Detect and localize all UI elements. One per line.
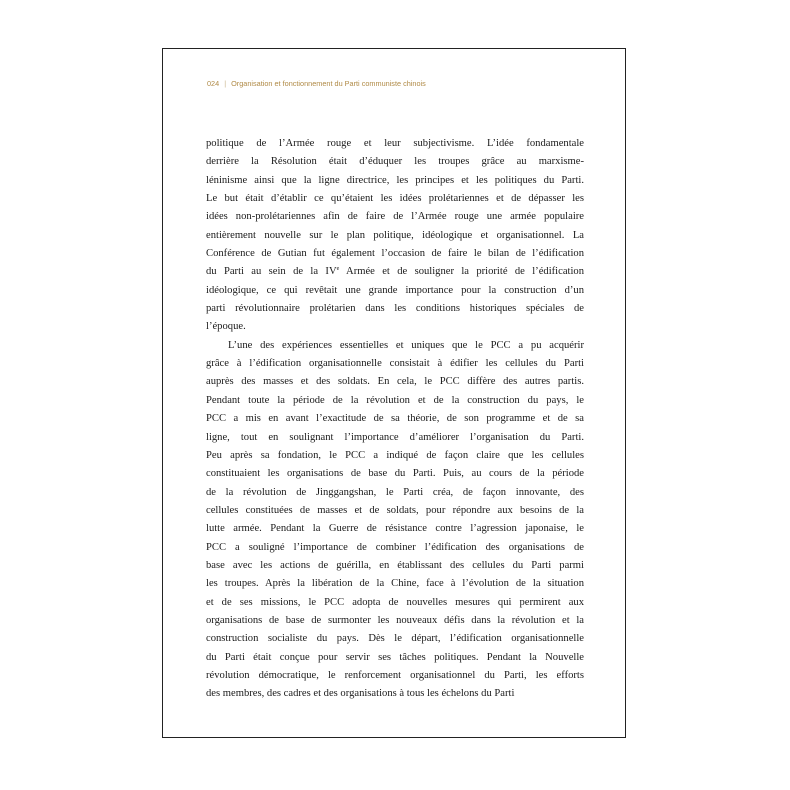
book-page: [162, 48, 626, 738]
text-line: Peu après sa fondation, le PCC a indiqué de façon claire que les cellules: [206, 449, 584, 461]
paragraph: [206, 135, 584, 337]
text-line: Pendant toute la période de la révolution et de la construction du pays, le: [206, 394, 584, 406]
text-line: politique de l’Armée rouge et leur subjectivisme. L’idée fondamentale: [206, 138, 584, 149]
text-line: entièrement nouvelle sur le plan politique, idéologique et organisationnel. La: [206, 229, 584, 241]
text-line: des membres, des cadres et des organisations à tous les échelons du Parti: [206, 688, 515, 700]
text-line: L’une des expériences essentielles et uniques que le PCC a pu acquérir: [228, 339, 584, 351]
text-line: constituaient les organisations de base du Parti. Puis, au cours de la période: [206, 468, 584, 480]
paragraph: [206, 337, 584, 704]
text-line: révolution démocratique, le renforcement organisationnel du Parti, les efforts: [206, 669, 584, 681]
text-line: derrière la Résolution était d’éduquer les troupes grâce au marxisme-: [206, 156, 584, 168]
text-line: lutte armée. Pendant la Guerre de résistance contre l’agression japonaise, le: [206, 523, 584, 535]
body-text: [206, 135, 584, 704]
text-line: ligne, tout en soulignant l’importance d’améliorer l’organisation du Parti.: [206, 431, 584, 443]
text-line: parti révolutionnaire prolétarien dans les conditions historiques spéciales de: [206, 303, 584, 315]
text-line: les troupes. Après la libération de la Chine, face à l’évolution de la situation: [206, 578, 584, 590]
text-segment: Armée et de souligner la priorité de l’édification: [339, 266, 584, 278]
page-number: 024: [207, 79, 220, 88]
running-head-title: Organisation et fonctionnement du Parti communiste chinois: [231, 79, 426, 88]
text-line: organisations de base de surmonter les nouveaux défis dans la révolution et la: [206, 614, 584, 626]
text-segment: du Parti au sein de la IV: [206, 266, 337, 278]
text-line: cellules constituées de masses et de soldats, pour répondre aux besoins de la: [206, 504, 584, 516]
text-line: PCC a souligné l’importance de combiner l’édification des organisations de: [206, 541, 584, 553]
text-line: léninisme ainsi que la ligne directrice, les principes et les politiques du Parti.: [206, 174, 584, 186]
text-line: grâce à l’édification organisationnelle consistait à édifier les cellules du Parti: [206, 358, 584, 370]
text-line: PCC a mis en avant l’exactitude de sa théorie, de son programme et de sa: [206, 413, 584, 425]
running-head: [207, 79, 426, 88]
text-line: auprès des masses et des soldats. En cela, le PCC diffère des autres partis.: [206, 376, 584, 388]
text-line: l’époque.: [206, 321, 246, 333]
ordinal-superscript: e: [336, 266, 340, 273]
text-line: [206, 263, 584, 281]
text-line: de la révolution de Jinggangshan, le Parti créa, de façon innovante, des: [206, 486, 584, 498]
text-line: du Parti était conçue pour servir ses tâches politiques. Pendant la Nouvelle: [206, 651, 584, 663]
text-line: idées non-prolétariennes afin de faire de l’Armée rouge une armée populaire: [206, 211, 584, 223]
running-head-separator: |: [224, 79, 227, 88]
text-line: idéologique, ce qui revêtait une grande importance pour la construction d’un: [206, 284, 584, 296]
text-line: Conférence de Gutian fut également l’occasion de faire le bilan de l’édification: [206, 248, 584, 260]
text-line: base avec les actions de guérilla, en établissant des cellules du Parti parmi: [206, 559, 584, 571]
text-line: construction socialiste du pays. Dès le départ, l’édification organisationnelle: [206, 633, 584, 645]
text-line: et de ses missions, le PCC adopta de nouvelles mesures qui permirent aux: [206, 596, 584, 608]
text-line: Le but était d’établir ce qu’étaient les idées prolétariennes et de dépasser les: [206, 193, 584, 205]
